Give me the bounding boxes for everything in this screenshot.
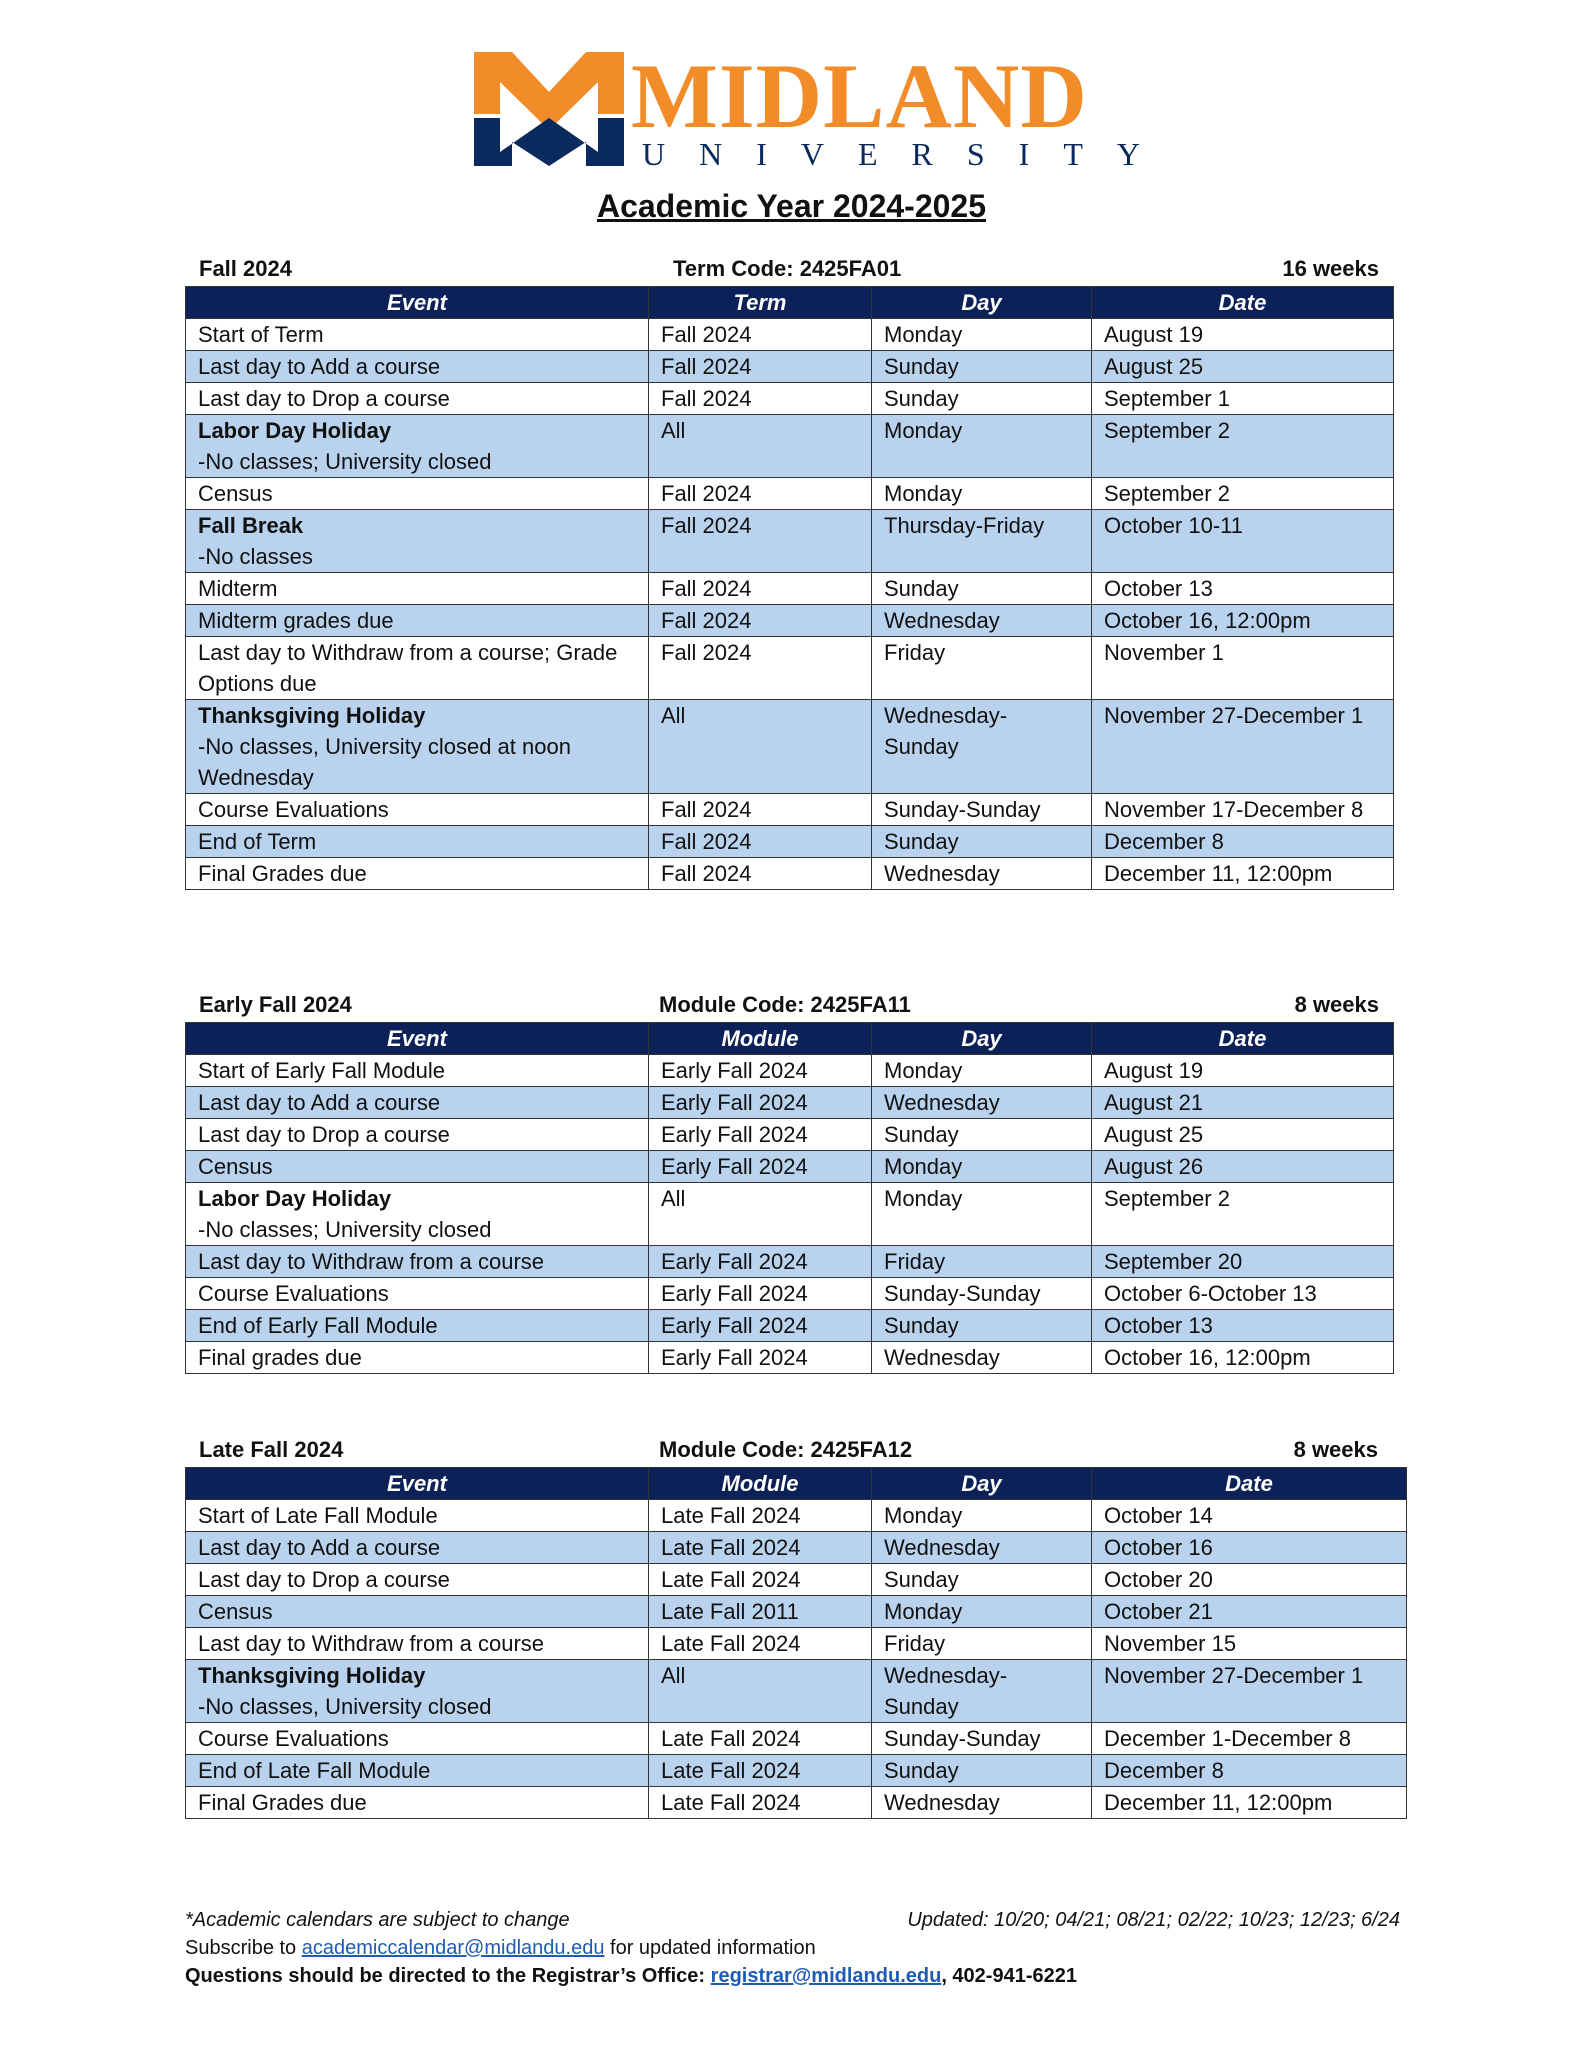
day-cell: Sunday: [872, 1755, 1092, 1787]
event-name: Last day to Add a course: [198, 1090, 441, 1115]
event-cell: [186, 1278, 649, 1310]
calendar-table: [185, 1022, 1394, 1374]
date-cell: September 2: [1092, 1183, 1394, 1246]
calendar-table: [185, 286, 1394, 890]
date-cell: December 8: [1092, 826, 1394, 858]
table-row: [186, 1310, 1394, 1342]
event-name: Course Evaluations: [198, 1726, 389, 1751]
event-name: Labor Day Holiday: [198, 418, 392, 443]
day-cell: Wednesday: [872, 858, 1092, 890]
event-name: Fall Break: [198, 513, 304, 538]
day-cell: Wednesday: [872, 1787, 1092, 1819]
event-cell: [186, 1119, 649, 1151]
event-cell: [186, 1310, 649, 1342]
table-row: [186, 1660, 1407, 1723]
section-name: Late Fall 2024: [199, 1437, 344, 1462]
day-cell: Sunday: [872, 1564, 1092, 1596]
event-cell: [186, 383, 649, 415]
date-cell: August 21: [1092, 1087, 1394, 1119]
term-cell: All: [649, 700, 872, 794]
event-name: Midterm: [198, 576, 278, 601]
event-cell: [186, 1246, 649, 1278]
day-cell: Thursday-Friday: [872, 510, 1092, 573]
column-header: Module: [649, 1023, 872, 1055]
event-cell: [186, 1723, 649, 1755]
event-cell: [186, 478, 649, 510]
table-row: [186, 510, 1394, 573]
day-cell: Wednesday: [872, 1532, 1092, 1564]
registrar-phone: , 402-941-6221: [941, 1965, 1077, 1987]
column-header: Day: [872, 1468, 1092, 1500]
midland-m-logo-icon: [474, 52, 624, 168]
term-cell: Fall 2024: [649, 858, 872, 890]
section-weeks: 8 weeks: [1293, 1437, 1378, 1462]
event-name: Start of Late Fall Module: [198, 1503, 438, 1528]
date-cell: September 2: [1092, 415, 1394, 478]
table-row: [186, 1151, 1394, 1183]
term-cell: Early Fall 2024: [649, 1278, 872, 1310]
table-row: [186, 858, 1394, 890]
event-cell: [186, 1660, 649, 1723]
term-cell: Fall 2024: [649, 794, 872, 826]
calendar-section: [185, 254, 1394, 890]
term-cell: Fall 2024: [649, 383, 872, 415]
event-name: Census: [198, 1154, 273, 1179]
term-cell: Late Fall 2024: [649, 1787, 872, 1819]
day-cell: Sunday-Sunday: [872, 794, 1092, 826]
day-cell: Monday: [872, 1183, 1092, 1246]
registrar-email-link[interactable]: registrar@midlandu.edu: [710, 1965, 942, 1987]
day-cell: Monday: [872, 415, 1092, 478]
table-row: [186, 351, 1394, 383]
day-cell: Friday: [872, 1628, 1092, 1660]
date-cell: November 27-December 1: [1092, 700, 1394, 794]
table-header-row: [186, 1468, 1407, 1500]
table-row: [186, 478, 1394, 510]
table-row: [186, 319, 1394, 351]
calendar-table: [185, 1467, 1407, 1819]
updated-note: Updated: 10/20; 04/21; 08/21; 02/22; 10/23; 12/23; 6/24: [907, 1909, 1400, 1931]
day-cell: Sunday-Sunday: [872, 1278, 1092, 1310]
event-name: End of Term: [198, 829, 317, 854]
page-title: Academic Year 2024-2025: [596, 188, 987, 224]
term-cell: Fall 2024: [649, 351, 872, 383]
section-header: [185, 254, 1393, 286]
term-cell: Fall 2024: [649, 510, 872, 573]
event-cell: [186, 1183, 649, 1246]
table-row: [186, 1183, 1394, 1246]
date-cell: October 13: [1092, 573, 1394, 605]
table-row: [186, 1087, 1394, 1119]
term-cell: Fall 2024: [649, 319, 872, 351]
day-cell: Sunday: [872, 1310, 1092, 1342]
event-name: Final Grades due: [198, 1790, 367, 1815]
column-header: Event: [186, 287, 649, 319]
table-row: [186, 1342, 1394, 1374]
day-cell: Monday: [872, 1596, 1092, 1628]
event-cell: [186, 1087, 649, 1119]
event-name: Midterm grades due: [198, 608, 394, 633]
event-cell: [186, 1151, 649, 1183]
event-name: Last day to Drop a course: [198, 1122, 450, 1147]
questions-prefix: Questions should be directed to the Registrar’s Office:: [185, 1965, 711, 1987]
day-cell: Sunday: [872, 383, 1092, 415]
date-cell: August 19: [1092, 319, 1394, 351]
date-cell: December 11, 12:00pm: [1092, 858, 1394, 890]
event-cell: [186, 573, 649, 605]
table-row: [186, 1787, 1407, 1819]
term-cell: Fall 2024: [649, 605, 872, 637]
date-cell: October 16, 12:00pm: [1092, 1342, 1394, 1374]
date-cell: October 20: [1092, 1564, 1407, 1596]
section-weeks: 16 weeks: [1282, 256, 1379, 281]
event-name: Labor Day Holiday: [198, 1186, 392, 1211]
logo-wordmark: MIDLAND: [631, 45, 1088, 147]
event-cell: [186, 510, 649, 573]
table-row: [186, 605, 1394, 637]
column-header: Day: [872, 287, 1092, 319]
event-cell: [186, 1342, 649, 1374]
term-cell: Early Fall 2024: [649, 1342, 872, 1374]
day-cell: Sunday: [872, 826, 1092, 858]
event-name: Census: [198, 1599, 273, 1624]
date-cell: December 11, 12:00pm: [1092, 1787, 1407, 1819]
event-cell: [186, 351, 649, 383]
midland-logo: [474, 45, 1174, 172]
date-cell: October 16: [1092, 1532, 1407, 1564]
event-cell: [186, 415, 649, 478]
date-cell: August 26: [1092, 1151, 1394, 1183]
date-cell: August 19: [1092, 1055, 1394, 1087]
event-note: -No classes: [198, 544, 313, 569]
event-cell: [186, 1787, 649, 1819]
column-header: Term: [649, 287, 872, 319]
event-cell: [186, 794, 649, 826]
day-cell: Wednesday-Sunday: [872, 1660, 1092, 1723]
day-cell: Sunday: [872, 351, 1092, 383]
table-row: [186, 383, 1394, 415]
event-cell: [186, 1532, 649, 1564]
table-row: [186, 1723, 1407, 1755]
term-cell: Fall 2024: [649, 637, 872, 700]
table-row: [186, 415, 1394, 478]
date-cell: August 25: [1092, 1119, 1394, 1151]
day-cell: Friday: [872, 637, 1092, 700]
term-cell: Late Fall 2024: [649, 1532, 872, 1564]
event-name: Last day to Add a course: [198, 1535, 441, 1560]
date-cell: October 16, 12:00pm: [1092, 605, 1394, 637]
term-cell: Late Fall 2024: [649, 1500, 872, 1532]
date-cell: October 6-October 13: [1092, 1278, 1394, 1310]
questions-line: [185, 1962, 1400, 1990]
table-row: [186, 1055, 1394, 1087]
day-cell: Friday: [872, 1246, 1092, 1278]
day-cell: Wednesday: [872, 605, 1092, 637]
term-cell: Early Fall 2024: [649, 1310, 872, 1342]
event-cell: [186, 1055, 649, 1087]
term-cell: Late Fall 2024: [649, 1723, 872, 1755]
event-name: Thanksgiving Holiday: [198, 703, 426, 728]
event-name: Census: [198, 481, 273, 506]
term-cell: All: [649, 1660, 872, 1723]
table-row: [186, 1532, 1407, 1564]
date-cell: November 15: [1092, 1628, 1407, 1660]
event-name: End of Early Fall Module: [198, 1313, 438, 1338]
table-row: [186, 1119, 1394, 1151]
date-cell: September 2: [1092, 478, 1394, 510]
term-cell: Late Fall 2024: [649, 1755, 872, 1787]
table-row: [186, 1278, 1394, 1310]
event-name: Thanksgiving Holiday: [198, 1663, 426, 1688]
term-cell: Fall 2024: [649, 573, 872, 605]
day-cell: Sunday: [872, 573, 1092, 605]
calendar-section: [185, 990, 1394, 1374]
event-name: Last day to Withdraw from a course: [198, 1249, 545, 1274]
column-header: Date: [1092, 1023, 1394, 1055]
column-header: Event: [186, 1468, 649, 1500]
date-cell: October 14: [1092, 1500, 1407, 1532]
day-cell: Monday: [872, 478, 1092, 510]
event-name: Final grades due: [198, 1345, 362, 1370]
term-cell: All: [649, 415, 872, 478]
term-cell: Early Fall 2024: [649, 1087, 872, 1119]
event-name: Last day to Drop a course: [198, 1567, 450, 1592]
table-row: [186, 573, 1394, 605]
term-cell: Fall 2024: [649, 826, 872, 858]
event-cell: [186, 1596, 649, 1628]
table-row: [186, 826, 1394, 858]
event-name: Start of Term: [198, 322, 324, 347]
day-cell: Monday: [872, 319, 1092, 351]
disclaimer: *Academic calendars are subject to change: [185, 1909, 570, 1931]
subscribe-suffix: for updated information: [604, 1937, 816, 1959]
section-name: Early Fall 2024: [199, 992, 352, 1017]
table-row: [186, 1246, 1394, 1278]
table-row: [186, 637, 1394, 700]
term-cell: Early Fall 2024: [649, 1246, 872, 1278]
event-cell: [186, 1500, 649, 1532]
calendar-section: [185, 1435, 1407, 1819]
table-row: [186, 1500, 1407, 1532]
day-cell: Sunday: [872, 1119, 1092, 1151]
event-cell: [186, 319, 649, 351]
section-name: Fall 2024: [199, 256, 292, 281]
day-cell: Wednesday-Sunday: [872, 700, 1092, 794]
date-cell: December 8: [1092, 1755, 1407, 1787]
event-note: -No classes; University closed: [198, 1217, 492, 1242]
date-cell: October 21: [1092, 1596, 1407, 1628]
day-cell: Wednesday: [872, 1087, 1092, 1119]
event-name: Course Evaluations: [198, 1281, 389, 1306]
date-cell: November 17-December 8: [1092, 794, 1394, 826]
day-cell: Monday: [872, 1500, 1092, 1532]
event-note: -No classes, University closed: [198, 1694, 492, 1719]
event-cell: [186, 1564, 649, 1596]
term-cell: Late Fall 2011: [649, 1596, 872, 1628]
section-code: Module Code: 2425FA11: [659, 992, 911, 1017]
term-cell: Early Fall 2024: [649, 1119, 872, 1151]
date-cell: December 1-December 8: [1092, 1723, 1407, 1755]
term-cell: Early Fall 2024: [649, 1151, 872, 1183]
event-cell: [186, 858, 649, 890]
section-code: Term Code: 2425FA01: [673, 256, 902, 281]
subscribe-prefix: Subscribe to: [185, 1937, 302, 1959]
day-cell: Wednesday: [872, 1342, 1092, 1374]
table-header-row: [186, 287, 1394, 319]
event-name: Start of Early Fall Module: [198, 1058, 445, 1083]
event-cell: [186, 826, 649, 858]
column-header: Date: [1092, 287, 1394, 319]
event-cell: [186, 700, 649, 794]
table-row: [186, 1596, 1407, 1628]
footer: [185, 1906, 1400, 1990]
day-cell: Monday: [872, 1055, 1092, 1087]
table-row: [186, 1628, 1407, 1660]
event-name: Course Evaluations: [198, 797, 389, 822]
event-cell: [186, 1755, 649, 1787]
table-row: [186, 794, 1394, 826]
term-cell: All: [649, 1183, 872, 1246]
logo-subtitle: UNIVERSITY: [642, 136, 1174, 172]
column-header: Event: [186, 1023, 649, 1055]
table-row: [186, 700, 1394, 794]
event-cell: [186, 605, 649, 637]
event-name: End of Late Fall Module: [198, 1758, 431, 1783]
term-cell: Late Fall 2024: [649, 1628, 872, 1660]
term-cell: Fall 2024: [649, 478, 872, 510]
event-name: Last day to Withdraw from a course: [198, 1631, 545, 1656]
date-cell: November 1: [1092, 637, 1394, 700]
event-name: Last day to Drop a course: [198, 386, 450, 411]
date-cell: October 10-11: [1092, 510, 1394, 573]
event-name: Last day to Add a course: [198, 354, 441, 379]
section-header: [185, 1435, 1406, 1467]
day-cell: Sunday-Sunday: [872, 1723, 1092, 1755]
table-row: [186, 1755, 1407, 1787]
event-note: -No classes; University closed: [198, 449, 492, 474]
event-cell: [186, 1628, 649, 1660]
section-weeks: 8 weeks: [1294, 992, 1379, 1017]
table-header-row: [186, 1023, 1394, 1055]
date-cell: September 20: [1092, 1246, 1394, 1278]
subscribe-line: [185, 1934, 1400, 1962]
term-cell: Early Fall 2024: [649, 1055, 872, 1087]
column-header: Date: [1092, 1468, 1407, 1500]
section-header: [185, 990, 1393, 1022]
event-name: Last day to Withdraw from a course; Grade Options due: [198, 640, 618, 696]
day-cell: Monday: [872, 1151, 1092, 1183]
event-name: Final Grades due: [198, 861, 367, 886]
column-header: Module: [649, 1468, 872, 1500]
date-cell: September 1: [1092, 383, 1394, 415]
date-cell: August 25: [1092, 351, 1394, 383]
date-cell: November 27-December 1: [1092, 1660, 1407, 1723]
date-cell: October 13: [1092, 1310, 1394, 1342]
section-code: Module Code: 2425FA12: [659, 1437, 913, 1462]
table-row: [186, 1564, 1407, 1596]
term-cell: Late Fall 2024: [649, 1564, 872, 1596]
event-note: -No classes, University closed at noon Wednesday: [198, 734, 571, 790]
column-header: Day: [872, 1023, 1092, 1055]
event-cell: [186, 637, 649, 700]
subscribe-email-link[interactable]: academiccalendar@midlandu.edu: [301, 1937, 605, 1959]
